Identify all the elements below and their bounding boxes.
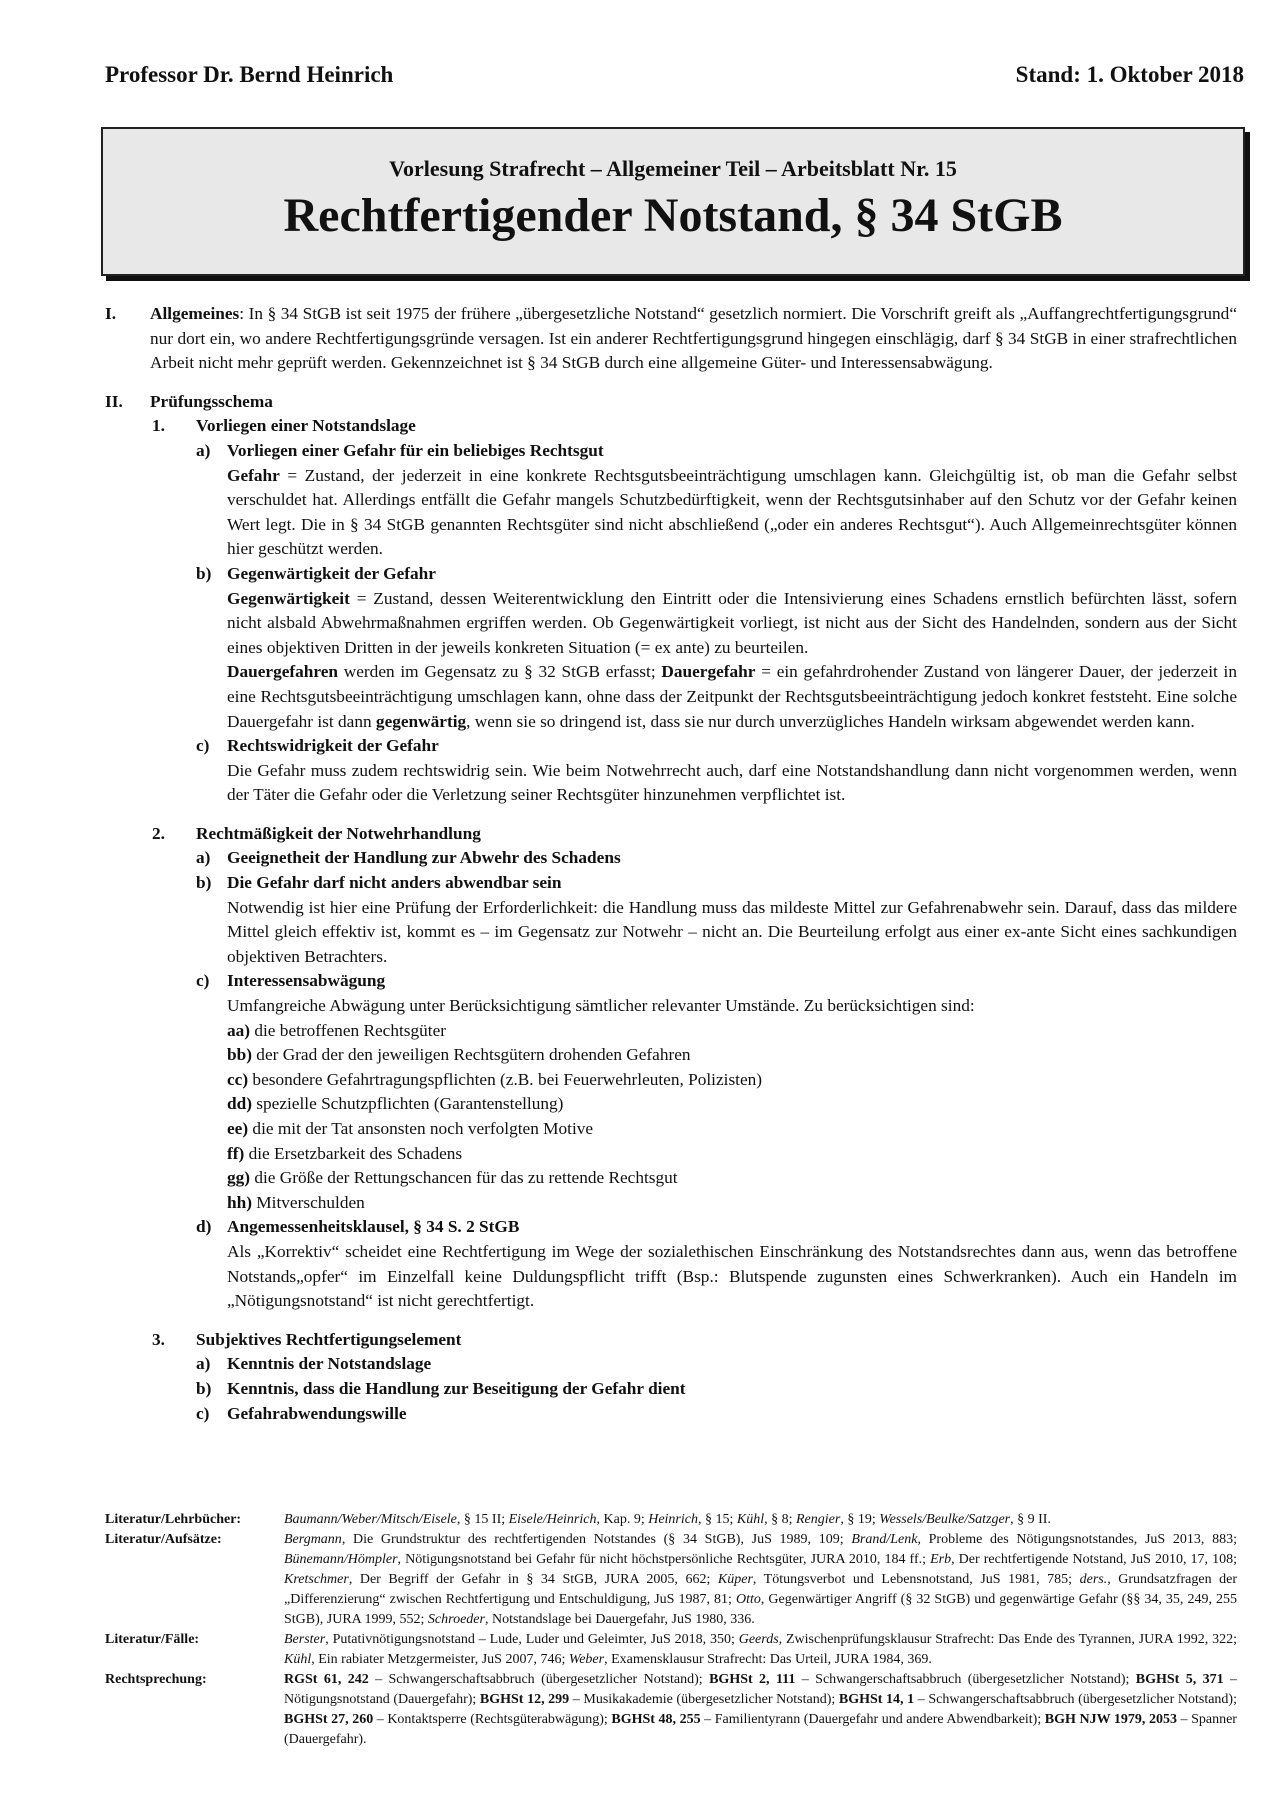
reference-text: – Kontaktsperre (Rechtsgüterabwägung); [373, 1712, 612, 1727]
definition: = Zustand, der jederzeit in eine konkrete Rechtsgutsbeeinträchtigung umschlagen kann. Gleichgültig ist, ob man die Gefahr selbst verschuldet hat. Allerdings entfällt die Gefahr mangels Schutzbedürftigkeit, wenn der Rechtsgutsinhaber auf den Schutz vor der Gefahr keinen Wert legt. Die in § 34 StGB genannten Rechtsgüter sind nicht abschließend („oder ein anderes Rechtsgut“). Auch Allgemeinrechtsgüter können hier geschützt werden. [227, 465, 1237, 559]
point-number: 3. [152, 1329, 165, 1349]
author-name: Erb [930, 1552, 952, 1567]
point-label: Gegenwärtigkeit der Gefahr [227, 563, 436, 583]
reference-text: , Tötungsverbot und Lebensnotstand, JuS 1981, 785; [752, 1572, 1080, 1587]
reference-text: – Schwangerschaftsabbruch (übergesetzlicher Notstand); [914, 1692, 1237, 1707]
point-label: Gefahrabwendungswille [227, 1403, 407, 1423]
citation: BGHSt 5, 371 [1135, 1672, 1224, 1687]
citation: RGSt 61, 242 [284, 1672, 369, 1687]
point-2c [105, 969, 1237, 994]
definition: = ein gefahrdrohender Zustand von längerer Dauer, der jederzeit in eine Rechtsgutsbeeinträchtigung umschlagen kann, ohne dass der Zeitpunkt der Rechtsgutsbeeinträchtigung jedoch konkret feststeht. Eine solche Dauergefahr ist dann [227, 662, 1237, 731]
point-3 [105, 1328, 1237, 1353]
literature-text [284, 1632, 1237, 1667]
author-name: Weber [568, 1652, 605, 1667]
list-item: cc) besondere Gefahrtragungspflichten (z.B. bei Feuerwehrleuten, Polizisten) [227, 1069, 763, 1089]
point-2b [105, 871, 1237, 896]
definition: = Zustand, dessen Weiterentwicklung den Eintritt oder die Intensivierung eines Schadens ernstlich befürchten lässt, sofern nicht alsbald Abwehrmaßnahmen ergriffen werden. Ob Gegenwärtigkeit vorliegt, ist nicht aus der Sicht des Handelnden, sondern aus der Sicht eines objektiven Dritten in der jeweils konkreten Situation (= ex ante) zu beurteilen. [227, 588, 1237, 657]
author-name: Kühl [736, 1512, 765, 1527]
point-label: Die Gefahr darf nicht anders abwendbar sein [227, 873, 562, 893]
literature-text [284, 1512, 1051, 1527]
point-number: a) [196, 440, 211, 460]
author-name: Berster [284, 1632, 326, 1647]
author-name: Geerds [738, 1632, 779, 1647]
reference-text: , Nötigungsnotstand bei Gefahr für nicht höchstpersönliche Rechtsgüter, JURA 2010, 184 ff.; [397, 1552, 931, 1567]
point-label: Kenntnis, dass die Handlung zur Beseitigung der Gefahr dient [227, 1378, 686, 1398]
point-1 [105, 414, 1237, 439]
point-number: 1. [152, 416, 165, 436]
point-1a-text [105, 464, 1237, 562]
literature-text [284, 1672, 1237, 1747]
point-2 [105, 822, 1237, 847]
reference-text: – Musikakademie (übergesetzlicher Notstand); [569, 1692, 839, 1707]
point-1c-text: Die Gefahr muss zudem rechtswidrig sein. Wie beim Notwehrrecht auch, darf eine Notstandshandlung dann nicht vorgenommen werden, wenn der Täter die Gefahr oder die Verletzung seiner Rechtsgüter hinzunehmen verpflichtet ist. [227, 760, 1237, 805]
point-2c-intro: Umfangreiche Abwägung unter Berücksichtigung sämtlicher relevanter Umstände. Zu berücksichtigen sind: [227, 996, 975, 1016]
reference-text: , § 19; [840, 1512, 880, 1527]
literature-faelle [105, 1630, 1237, 1670]
author-name: Brand/Lenk [851, 1532, 918, 1547]
term: Dauergefahr [661, 662, 756, 682]
author-name: Kretschmer [284, 1572, 349, 1587]
citation: BGHSt 12, 299 [479, 1692, 570, 1707]
author-name: Rengier [796, 1512, 841, 1527]
reference-text: , Die Grundstruktur des rechtfertigenden Notstandes (§ 34 StGB), JuS 1989, 109; [341, 1532, 852, 1547]
author-name: Schroeder [427, 1612, 485, 1627]
point-label: Interessensabwägung [227, 971, 386, 991]
term: Gegenwärtigkeit [227, 588, 350, 608]
reference-text: – Schwangerschaftsabbruch (übergesetzlicher Notstand); [795, 1672, 1136, 1687]
list-item: bb) der Grad der den jeweiligen Rechtsgütern drohenden Gefahren [227, 1045, 691, 1065]
list-item: ee) die mit der Tat ansonsten noch verfolgten Motive [227, 1119, 594, 1138]
reference-text: , § 8; [764, 1512, 796, 1527]
list-item: aa) die betroffenen Rechtsgüter [227, 1020, 446, 1040]
author-header: Professor Dr. Bernd Heinrich [105, 62, 394, 87]
point-1c [105, 734, 1237, 759]
reference-text: – Familientyrann (Dauergefahr und andere Abwendbarkeit); [700, 1712, 1045, 1727]
reference-text: , § 15 II; [456, 1512, 509, 1527]
reference-text: – Spanner (Dauergefahr). [284, 1712, 1237, 1747]
reference-text: – Nötigungsnotstand (Dauergefahr); [284, 1672, 1238, 1707]
point-label: Geeignetheit der Handlung zur Abwehr des Schadens [227, 848, 621, 868]
point-3b [105, 1377, 1237, 1402]
point-number: b) [196, 563, 212, 583]
literature-rechtsprechung [105, 1670, 1237, 1750]
reference-text: , Ein rabiater Metzgermeister, JuS 2007, 746; [311, 1652, 569, 1667]
point-1b-text-2 [105, 660, 1237, 734]
point-number: a) [196, 848, 211, 868]
point-3a [105, 1352, 1237, 1377]
point-label: Vorliegen einer Gefahr für ein beliebiges Rechtsgut [227, 440, 604, 460]
document-body [105, 302, 1237, 1426]
point-number: c) [196, 736, 210, 756]
list-item: dd) spezielle Schutzpflichten (Garantenstellung) [227, 1094, 564, 1114]
literature-section [105, 1510, 1237, 1750]
reference-text: , Kap. 9; [596, 1512, 649, 1527]
author-name: Kühl [284, 1652, 312, 1667]
reference-text: , Examensklausur Strafrecht: Das Urteil, JURA 1984, 369. [604, 1652, 932, 1667]
point-number: d) [196, 1217, 212, 1237]
point-number: b) [196, 1378, 212, 1398]
term: gegenwärtig [375, 711, 467, 731]
author-name: Heinrich [648, 1512, 698, 1527]
author-name: Bergmann [284, 1532, 342, 1547]
point-1b [105, 562, 1237, 587]
point-1a [105, 439, 1237, 464]
point-number: a) [196, 1354, 211, 1374]
weighing-criteria-list [105, 1019, 1237, 1216]
list-item: gg) die Größe der Rettungschancen für das zu rettende Rechtsgut [227, 1168, 678, 1188]
citation: BGHSt 27, 260 [284, 1712, 374, 1727]
literature-label: Rechtsprechung: [105, 1672, 207, 1687]
point-number: c) [196, 1403, 210, 1423]
definition: werden im Gegensatz zu § 32 StGB erfasst; [338, 662, 662, 682]
page-title: Rechtfertigender Notstand, § 34 StGB [283, 189, 1063, 242]
reference-text: , Zwischenprüfungsklausur Strafrecht: Das Ende des Tyrannen, JURA 1992, 322; [778, 1632, 1237, 1647]
section-allgemeines [105, 302, 1237, 376]
author-name: Wessels/Beulke/Satzger [879, 1512, 1011, 1527]
literature-label: Literatur/Lehrbücher: [105, 1512, 242, 1527]
point-2d [105, 1215, 1237, 1240]
point-number: 2. [152, 823, 165, 843]
reference-text: , Putativnötigungsnotstand – Lude, Luder und Geleimter, JuS 2018, 350; [325, 1632, 739, 1647]
citation: BGHSt 48, 255 [611, 1712, 701, 1727]
list-item: ff) die Ersetzbarkeit des Schadens [227, 1143, 463, 1163]
point-3c [105, 1402, 1237, 1427]
section-text: : In § 34 StGB ist seit 1975 der frühere „übergesetzliche Notstand“ gesetzlich normiert. Die Vorschrift greift als „Auffangrechtfertigungsgrund“ nur dort ein, wo andere Rechtfertigungsgründe versagen. Ist ein anderer Rechtfertigungsgrund hingegen einschlägig, darf § 34 StGB in einer strafrechtlichen Arbeit nicht mehr geprüft werden. Gekennzeichnet ist § 34 StGB durch eine allgemeine Güter- und Interessensabwägung. [150, 304, 1237, 373]
reference-text: – Schwangerschaftsabbruch (übergesetzlicher Notstand); [368, 1672, 710, 1687]
point-label: Angemessenheitsklausel, § 34 S. 2 StGB [227, 1217, 520, 1237]
author-name: Eisele/Heinrich [508, 1512, 597, 1527]
literature-lehrbuecher [105, 1510, 1237, 1530]
point-number: b) [196, 873, 212, 893]
author-name: Küper [717, 1572, 753, 1587]
section-number: II. [105, 391, 123, 411]
citation: BGHSt 14, 1 [838, 1692, 915, 1707]
section-number: I. [105, 304, 117, 323]
title-subtitle: Vorlesung Strafrecht – Allgemeiner Teil – Arbeitsblatt Nr. 15 [389, 156, 957, 181]
section-label: Allgemeines [150, 304, 240, 323]
point-label: Kenntnis der Notstandslage [227, 1354, 432, 1374]
point-number: c) [196, 971, 210, 991]
list-item: hh) Mitverschulden [227, 1192, 365, 1212]
point-1b-text [105, 587, 1237, 661]
reference-text: , § 15; [697, 1512, 737, 1527]
reference-text: , Der Begriff der Gefahr in § 34 StGB, JURA 2005, 662; [348, 1572, 718, 1587]
date-header: Stand: 1. Oktober 2018 [1015, 62, 1244, 87]
literature-aufsaetze [105, 1530, 1237, 1630]
term: Gefahr [227, 465, 280, 485]
term: Dauergefahren [227, 662, 339, 682]
citation: BGHSt 2, 111 [709, 1672, 796, 1687]
point-2b-text: Notwendig ist hier eine Prüfung der Erforderlichkeit: die Handlung muss das mildeste Mittel zur Gefahrenabwehr sein. Darauf, dass das mildere Mittel gleich effektiv ist, kommt es – im Gegensatz zur Notwehr – nicht an. Die Beurteilung erfolgt aus einer ex-ante Sicht eines sachkundigen objektiven Betrachters. [227, 897, 1237, 966]
point-label: Rechtswidrigkeit der Gefahr [227, 736, 439, 756]
point-label: Vorliegen einer Notstandslage [196, 416, 416, 436]
reference-text: , Notstandslage bei Dauergefahr, JuS 1980, 336. [484, 1612, 755, 1627]
reference-text: , § 9 II. [1010, 1512, 1051, 1527]
reference-text: , Grundsatzfragen der „Differenzierung“ zwischen Rechtfertigung und Entschuldigung, JuS 1987, 81; [284, 1572, 1237, 1607]
title-box [101, 127, 1245, 276]
citation: BGH NJW 1979, 2053 [1044, 1712, 1177, 1727]
point-label: Rechtmäßigkeit der Notwehrhandlung [196, 823, 481, 843]
reference-text: , Der rechtfertigende Notstand, JuS 2010, 17, 108; [951, 1552, 1237, 1567]
literature-label: Literatur/Aufsätze: [105, 1532, 222, 1547]
section-label: Prüfungsschema [150, 391, 273, 411]
literature-text [284, 1532, 1237, 1627]
author-name: Otto [736, 1592, 761, 1607]
point-2d-text: Als „Korrektiv“ scheidet eine Rechtfertigung im Wege der sozialethischen Einschränkung des Notstandsrechtes dann aus, wenn das betroffene Notstands„opfer“ im Einzelfall keine Duldungspflicht trifft (Bsp.: Blutspende zugunsten eines Schwerkranken). Auch ein Handeln im „Nötigungsnotstand“ ist nicht gerechtfertigt. [227, 1241, 1237, 1311]
reference-text: , Probleme des Nötigungsnotstandes, JuS 2013, 883; [917, 1532, 1237, 1547]
author-name: Bünemann/Hömpler [284, 1552, 398, 1567]
point-2a [105, 846, 1237, 871]
author-name: Baumann/Weber/Mitsch/Eisele [284, 1512, 457, 1527]
reference-text: , Gegenwärtiger Angriff (§ 32 StGB) und gegenwärtige Gefahr (§§ 34, 35, 249, 255 StGB), JURA 1999, 552; [284, 1592, 1237, 1627]
section-pruefungsschema [105, 390, 1237, 415]
literature-label: Literatur/Fälle: [105, 1632, 200, 1647]
definition: , wenn sie so dringend ist, dass sie nur durch unverzügliches Handeln wirksam abgewendet werden kann. [466, 711, 1195, 731]
point-label: Subjektives Rechtfertigungselement [196, 1329, 462, 1349]
author-name: ders. [1079, 1572, 1108, 1587]
